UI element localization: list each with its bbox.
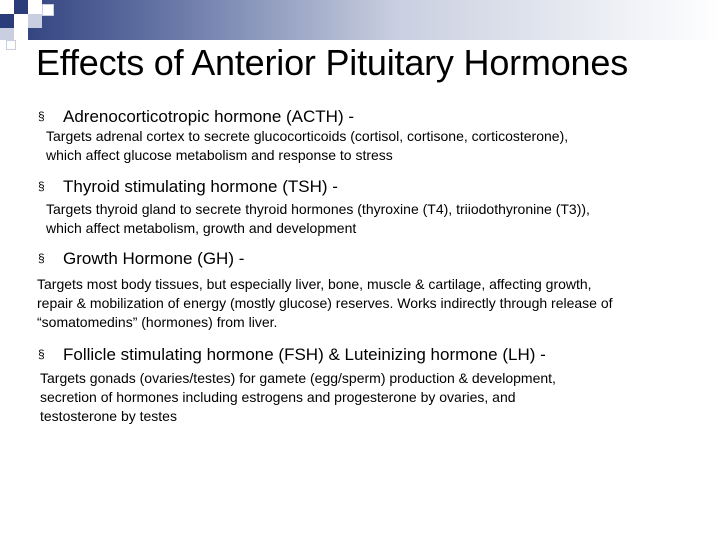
bullet-marker-icon: § bbox=[38, 251, 45, 265]
header-gradient-bar bbox=[0, 0, 720, 40]
bullet-fsh-lh bbox=[38, 345, 546, 365]
description-line: “somatomedins” (hormones) from liver. bbox=[37, 314, 278, 330]
description-line: Targets gonads (ovaries/testes) for gamete (egg/sperm) production & development, bbox=[40, 370, 556, 386]
description-fsh-lh bbox=[40, 369, 556, 426]
decor-square bbox=[14, 14, 28, 28]
decor-square bbox=[28, 0, 42, 14]
decor-square bbox=[14, 0, 28, 14]
bullet-gh bbox=[38, 249, 244, 269]
bullet-acth bbox=[38, 107, 354, 127]
bullet-heading: Adrenocorticotropic hormone (ACTH) - bbox=[63, 107, 354, 126]
description-line: which affect metabolism, growth and development bbox=[46, 220, 357, 236]
decor-square bbox=[14, 28, 28, 40]
bullet-marker-icon: § bbox=[38, 179, 45, 193]
bullet-marker-icon: § bbox=[38, 347, 45, 361]
description-line: secretion of hormones including estrogens and progesterone by ovaries, and bbox=[40, 389, 516, 405]
description-acth bbox=[46, 127, 568, 165]
description-line: Targets adrenal cortex to secrete glucocorticoids (cortisol, cortisone, corticosterone), bbox=[46, 128, 569, 144]
bullet-heading: Thyroid stimulating hormone (TSH) - bbox=[63, 177, 338, 196]
description-gh bbox=[37, 275, 613, 332]
decor-square bbox=[0, 0, 14, 14]
bullet-heading: Growth Hormone (GH) - bbox=[63, 249, 245, 268]
decor-square bbox=[42, 4, 54, 16]
description-tsh bbox=[46, 200, 590, 238]
decor-square bbox=[0, 28, 14, 40]
description-line: testosterone by testes bbox=[40, 408, 177, 424]
bullet-tsh bbox=[38, 177, 338, 197]
slide-title: Effects of Anterior Pituitary Hormones bbox=[36, 42, 628, 83]
decor-square bbox=[0, 14, 14, 28]
description-line: repair & mobilization of energy (mostly glucose) reserves. Works indirectly through release of bbox=[37, 295, 613, 311]
bullet-heading: Follicle stimulating hormone (FSH) & Luteinizing hormone (LH) - bbox=[63, 345, 546, 364]
description-line: Targets most body tissues, but especially liver, bone, muscle & cartilage, affecting growth, bbox=[37, 276, 592, 292]
description-line: which affect glucose metabolism and response to stress bbox=[46, 147, 393, 163]
decor-square bbox=[28, 14, 42, 28]
bullet-marker-icon: § bbox=[38, 109, 45, 123]
description-line: Targets thyroid gland to secrete thyroid hormones (thyroxine (T4), triiodothyronine (T3)), bbox=[46, 201, 590, 217]
decor-square bbox=[6, 40, 16, 50]
